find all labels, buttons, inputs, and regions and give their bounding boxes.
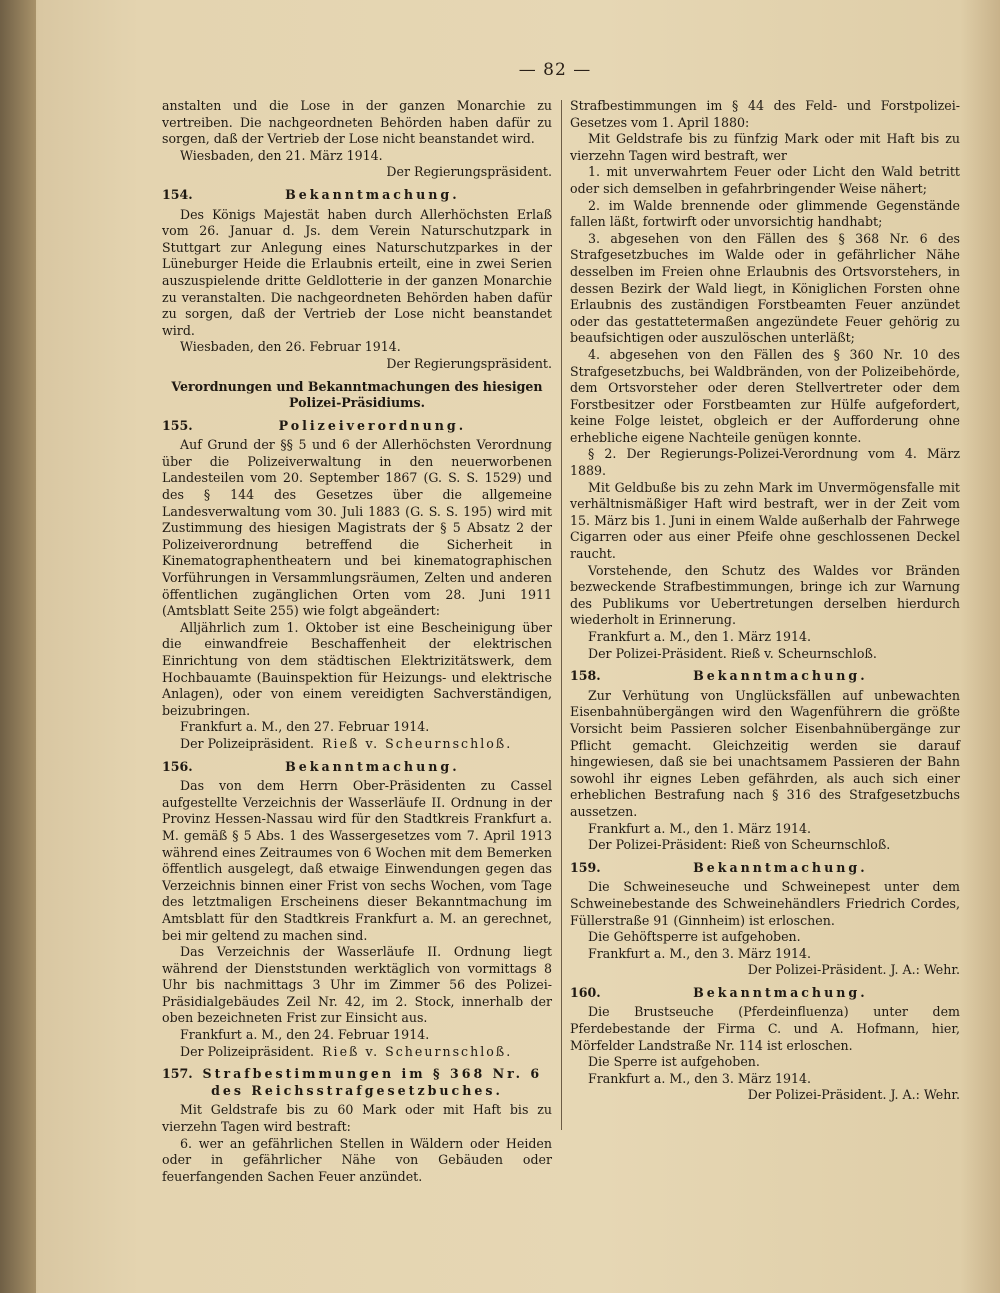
signature-name: Rieß v. Scheurnschloß. (322, 735, 513, 751)
notice-title: Bekanntmachung. (693, 984, 868, 1000)
signature-name: Rieß v. Scheurnschloß. (322, 1043, 513, 1059)
signature: Der Regierungspräsident. (386, 164, 552, 180)
list-item: 4. abgesehen von den Fällen des § 360 Nr. 10 des Strafgesetzbuchs, bei Waldbränden, von der Polizeibehörde, dem Ortsvorsteher oder deren Stellvertreter oder dem Forstbesitzer oder Forstbeamten zur Hülfe aufgefordert, keine Folge leistet, obgleich er der Aufforderung ohne erhebliche eigene Nachteile genügen konnte. (570, 346, 960, 445)
date-line: Frankfurt a. M., den 1. März 1914. (588, 820, 812, 836)
notice-heading-158 (570, 668, 960, 685)
date-line: Frankfurt a. M., den 27. Februar 1914. (180, 719, 430, 735)
paragraph: Des Königs Majestät haben durch Allerhöchsten Erlaß vom 26. Januar d. Js. dem Verein Naturschutzpark in Stuttgart zur Anlegung eines Naturschutzparkes in der Lüneburger Heide die Erlaubnis erteilt, eine in zwei Serien auszuspielende dritte Geldlotterie in der ganzen Monarchie zu veranstalten. Die nachgeordneten Behörden haben dafür zu sorgen, daß der Vertrieb der Lose nicht beanstandet wird. (162, 206, 552, 338)
date-line: Frankfurt a. M., den 3. März 1914. (588, 1070, 812, 1086)
date-line: Wiesbaden, den 26. Februar 1914. (180, 339, 401, 355)
paragraph: Die Schweineseuche und Schweinepest unter dem Schweinebestande des Schweinehändlers Friedrich Cordes, Füllerstraße 91 (Ginnheim) ist erloschen. (570, 879, 960, 928)
list-item: 2. im Walde brennende oder glimmende Gegenstände fallen läßt, fortwirft oder unvorsichtig handhabt; (570, 197, 960, 230)
notice-heading-154 (162, 187, 552, 204)
date-line: Frankfurt a. M., den 3. März 1914. (588, 945, 812, 961)
notice-title: Bekanntmachung. (693, 668, 868, 684)
notice-heading-160 (570, 985, 960, 1002)
list-item: 3. abgesehen von den Fällen des § 368 Nr. 6 des Strafgesetzbuches im Walde oder in gefährlicher Nähe desselben im Freien ohne Erlaubnis des Ortsvorstehers, in dessen Bezirk der Wald liegt, in Königlichen Forsten ohne Erlaubnis des zuständigen Forstbeamten Feuer anzündet oder das gestattetermaßen angezündete Feuer gehörig zu beaufsichtigen oder auszulöschen unterläßt; (570, 230, 960, 346)
notice-title: Polizeiverordnung. (278, 417, 467, 433)
date-line: Frankfurt a. M., den 24. Februar 1914. (180, 1027, 430, 1043)
signature-role: Der Polizeipräsident. (180, 735, 315, 751)
notice-heading-156 (162, 759, 552, 776)
paragraph: Vorstehende, den Schutz des Waldes vor Bränden bezweckende Strafbestimmungen, bringe ich zur Warnung des Publikums vor Uebertretungen derselben hierdurch wiederholt in Erinnerung. (570, 562, 960, 628)
signature: Der Polizei-Präsident. J. A.: Wehr. (747, 962, 960, 978)
paragraph: Mit Geldstrafe bis zu fünfzig Mark oder mit Haft bis zu vierzehn Tagen wird bestraft, wer (570, 131, 960, 163)
paragraph: Die Gehöftsperre ist aufgehoben. (588, 929, 801, 945)
page-edge (0, 0, 36, 1293)
column-divider (561, 100, 562, 1130)
paragraph: 6. wer an gefährlichen Stellen in Wäldern oder Heiden oder in gefährlicher Nähe von Gebäuden oder feuerfangenden Sachen Feuer anzündet. (162, 1135, 552, 1184)
notice-title: Bekanntmachung. (285, 758, 460, 774)
notice-number: 156. (162, 758, 193, 774)
signature (162, 1044, 552, 1061)
paragraph: Zur Verhütung von Unglücksfällen auf unbewachten Eisenbahnübergängen wird den Wagenführern die größte Vorsicht beim Passieren solcher Eisenbahnübergänge zur Pflicht gemacht. Gleichzeitig werden sie darauf hingewiesen, daß sie bei unachtsamem Passieren der Bahn sowohl ihr eignes Leben gefährden, als auch sich einer erheblichen Bestrafung nach § 316 des Strafgesetzbuchs aussetzen. (570, 687, 960, 819)
notice-title: Bekanntmachung. (285, 186, 460, 202)
paragraph: Die Sperre ist aufgehoben. (588, 1054, 760, 1070)
signature: Der Polizei-Präsident. Rieß v. Scheurnschloß. (588, 645, 877, 661)
signature-role: Der Polizeipräsident. (180, 1043, 315, 1059)
notice-heading-159 (570, 860, 960, 877)
paragraph: anstalten und die Lose in der ganzen Monarchie zu vertreiben. Die nachgeordneten Behörden haben dafür zu sorgen, daß der Vertrieb der Lose nicht beanstandet wird. (162, 98, 552, 147)
signature (162, 736, 552, 753)
notice-heading-155 (162, 418, 552, 435)
notice-heading-157 (162, 1066, 552, 1099)
paragraph: Die Brustseuche (Pferdeinfluenza) unter dem Pferdebestande der Firma C. und A. Hofmann, hier, Mörfelder Landstraße Nr. 114 ist erloschen. (570, 1004, 960, 1053)
paragraph: Mit Geldstrafe bis zu 60 Mark oder mit Haft bis zu vierzehn Tagen wird bestraft: (162, 1102, 552, 1135)
signature: Der Polizei-Präsident: Rieß von Scheurnschloß. (588, 837, 891, 853)
notice-number: 155. (162, 417, 193, 433)
right-column (570, 98, 960, 1104)
section-title: Verordnungen und Bekanntmachungen des hiesigen Polizei-Präsidiums. (171, 378, 543, 411)
notice-number: 154. (162, 186, 193, 202)
paragraph: Mit Geldbuße bis zu zehn Mark im Unvermögensfalle mit verhältnismäßiger Haft wird bestraft, wer in der Zeit vom 15. März bis 1. Juni in einem Walde außerhalb der Fahrwege Cigarren oder aus einer Pfeife ohne geschlossenen Deckel raucht. (570, 479, 960, 562)
paragraph: § 2. Der Regierungs-Polizei-Verordnung vom 4. März 1889. (570, 446, 960, 479)
paragraph: Alljährlich zum 1. Oktober ist eine Bescheinigung über die einwandfreie Beschaffenheit der elektrischen Einrichtung von dem städtischen Elektrizitätswerk, dem Hochbauamte (Bauinspektion für Heizungs- und elektrische Anlagen), oder von einem vereidigten Sachverständigen, beizubringen. (162, 619, 552, 718)
notice-number: 157. (162, 1066, 193, 1082)
left-column (162, 98, 552, 1185)
paragraph: Das Verzeichnis der Wasserläufe II. Ordnung liegt während der Dienststunden werktäglich von vormittags 8 Uhr bis nachmittags 3 Uhr im Zimmer 56 des Polizei-Präsidialgebäudes Zeil Nr. 42, im 2. Stock, innerhalb der oben bezeichneten Frist zur Einsicht aus. (162, 944, 552, 1026)
notice-title: Strafbestimmungen im § 368 Nr. 6 des Reichsstrafgesetzbuches. (202, 1066, 543, 1098)
signature: Der Polizei-Präsident. J. A.: Wehr. (747, 1087, 960, 1103)
paragraph: Auf Grund der §§ 5 und 6 der Allerhöchsten Verordnung über die Polizeiverwaltung in den neuerworbenen Landesteilen vom 20. September 1867 (G. S. S. 1529) und des § 144 des Gesetzes über die allgemeine Landesverwaltung vom 30. Juli 1883 (G. S. S. 195) wird mit Zustimmung des hiesigen Magistrats der § 5 Absatz 2 der Polizeiverordnung betreffend die Sicherheit in Kinematographentheatern und bei kinematographischen Vorführungen in Versammlungsräumen, Zelten und anderen öffentlichen zugänglichen Orten vom 28. Juni 1911 (Amtsblatt Seite 255) wie folgt abgeändert: (162, 437, 552, 619)
page-number: — 82 — (518, 60, 592, 80)
date-line: Wiesbaden, den 21. März 1914. (180, 147, 383, 163)
paragraph: Das von dem Herrn Ober-Präsidenten zu Cassel aufgestellte Verzeichnis der Wasserläufe II. Ordnung in der Provinz Hessen-Nassau wird für den Stadtkreis Frankfurt a. M. gemäß § 5 Abs. 1 des Wassergesetzes vom 7. April 1913 während eines Zeitraumes von 6 Wochen mit dem Bemerken öffentlich ausgelegt, daß etwaige Einwendungen gegen das Verzeichnis binnen einer Frist von sechs Wochen, vom Tage des letztmaligen Erscheinens dieser Bekanntmachung im Amtsblatt für den Stadtkreis Frankfurt a. M. an gerechnet, bei mir geltend zu machen sind. (162, 778, 552, 943)
notice-number: 160. (570, 984, 601, 1000)
paragraph: Strafbestimmungen im § 44 des Feld- und Forstpolizei-Gesetzes vom 1. April 1880: (570, 98, 960, 130)
date-line: Frankfurt a. M., den 1. März 1914. (588, 629, 812, 644)
notice-number: 158. (570, 668, 601, 684)
notice-title: Bekanntmachung. (693, 859, 868, 875)
list-item: 1. mit unverwahrtem Feuer oder Licht den Wald betritt oder sich demselben in gefahrbringender Weise nähert; (570, 164, 960, 196)
notice-number: 159. (570, 859, 601, 875)
signature: Der Regierungspräsident. (386, 355, 552, 371)
